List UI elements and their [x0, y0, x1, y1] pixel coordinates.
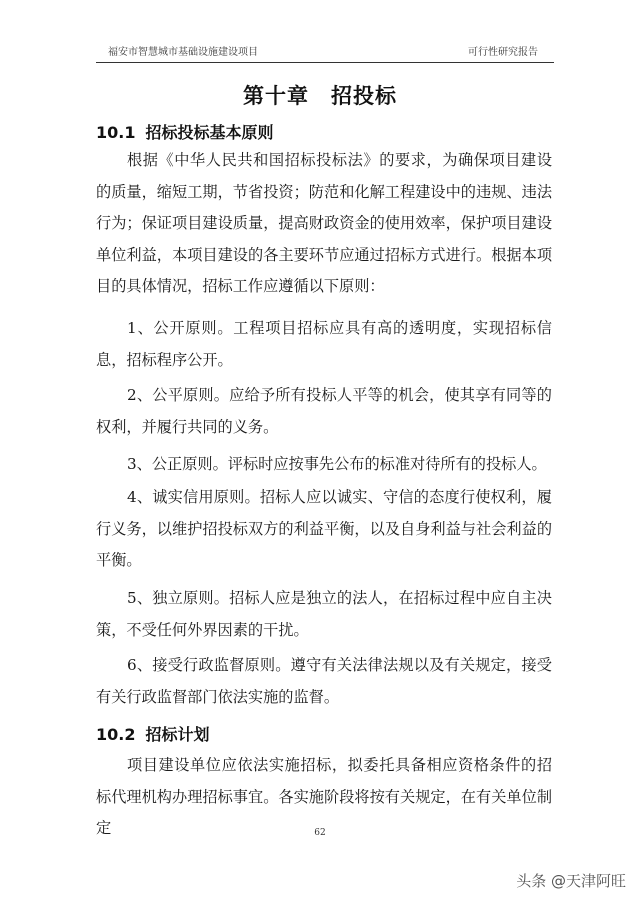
section-number: 10.2	[96, 725, 136, 744]
page-header	[96, 43, 554, 61]
paragraph-principle-2: 2、公平原则。应给予所有投标人平等的机会，使其享有同等的权利，并履行共同的义务。	[96, 386, 552, 436]
paragraph-principle-4: 4、诚实信用原则。招标人应以诚实、守信的态度行使权利，履行义务，以维护招投标双方的利益平衡，以及自身利益与社会利益的平衡。	[96, 488, 552, 569]
paragraph-principle-6: 6、接受行政监督原则。遵守有关法律法规以及有关规定，接受有关行政监督部门依法实施的监督。	[96, 656, 552, 706]
page-number: 62	[314, 828, 326, 838]
header-divider	[96, 62, 554, 63]
paragraph-principle-3: 3、公正原则。评标时应按事先公布的标准对待所有的投标人。	[127, 455, 547, 473]
section-heading-10-1	[96, 120, 274, 143]
paragraph-tender-plan: 项目建设单位应依法实施招标，拟委托具备相应资格条件的招标代理机构办理招标事宜。各实施阶段将按有关规定，在有关单位制定	[96, 756, 552, 837]
paragraph-intro: 根据《中华人民共和国招标投标法》的要求，为确保项目建设的质量，缩短工期，节省投资；防范和化解工程建设中的违规、违法行为；保证项目建设质量，提高财政资金的使用效率，保护项目建设单位利益，本项目建设的各主要环节应通过招标方式进行。根据本项目的具体情况，招标工作应遵循以下原则：	[96, 151, 552, 295]
paragraph-principle-5: 5、独立原则。招标人应是独立的法人，在招标过程中应自主决策，不受任何外界因素的干扰。	[96, 589, 552, 639]
section-number: 10.1	[96, 123, 136, 142]
paragraph-principle-1: 1、公开原则。工程项目招标应具有高的透明度，实现招标信息，招标程序公开。	[96, 319, 552, 369]
chapter-title: 第十章 招投标	[243, 84, 397, 108]
header-project-name: 福安市智慧城市基础设施建设项目	[108, 47, 258, 58]
watermark-text: 头条 @天津阿旺	[516, 872, 626, 890]
section-title: 招标计划	[145, 725, 210, 744]
source-watermark	[516, 870, 626, 891]
section-heading-10-2	[96, 722, 210, 745]
section-title: 招标投标基本原则	[145, 123, 274, 142]
header-report-type: 可行性研究报告	[468, 47, 538, 58]
